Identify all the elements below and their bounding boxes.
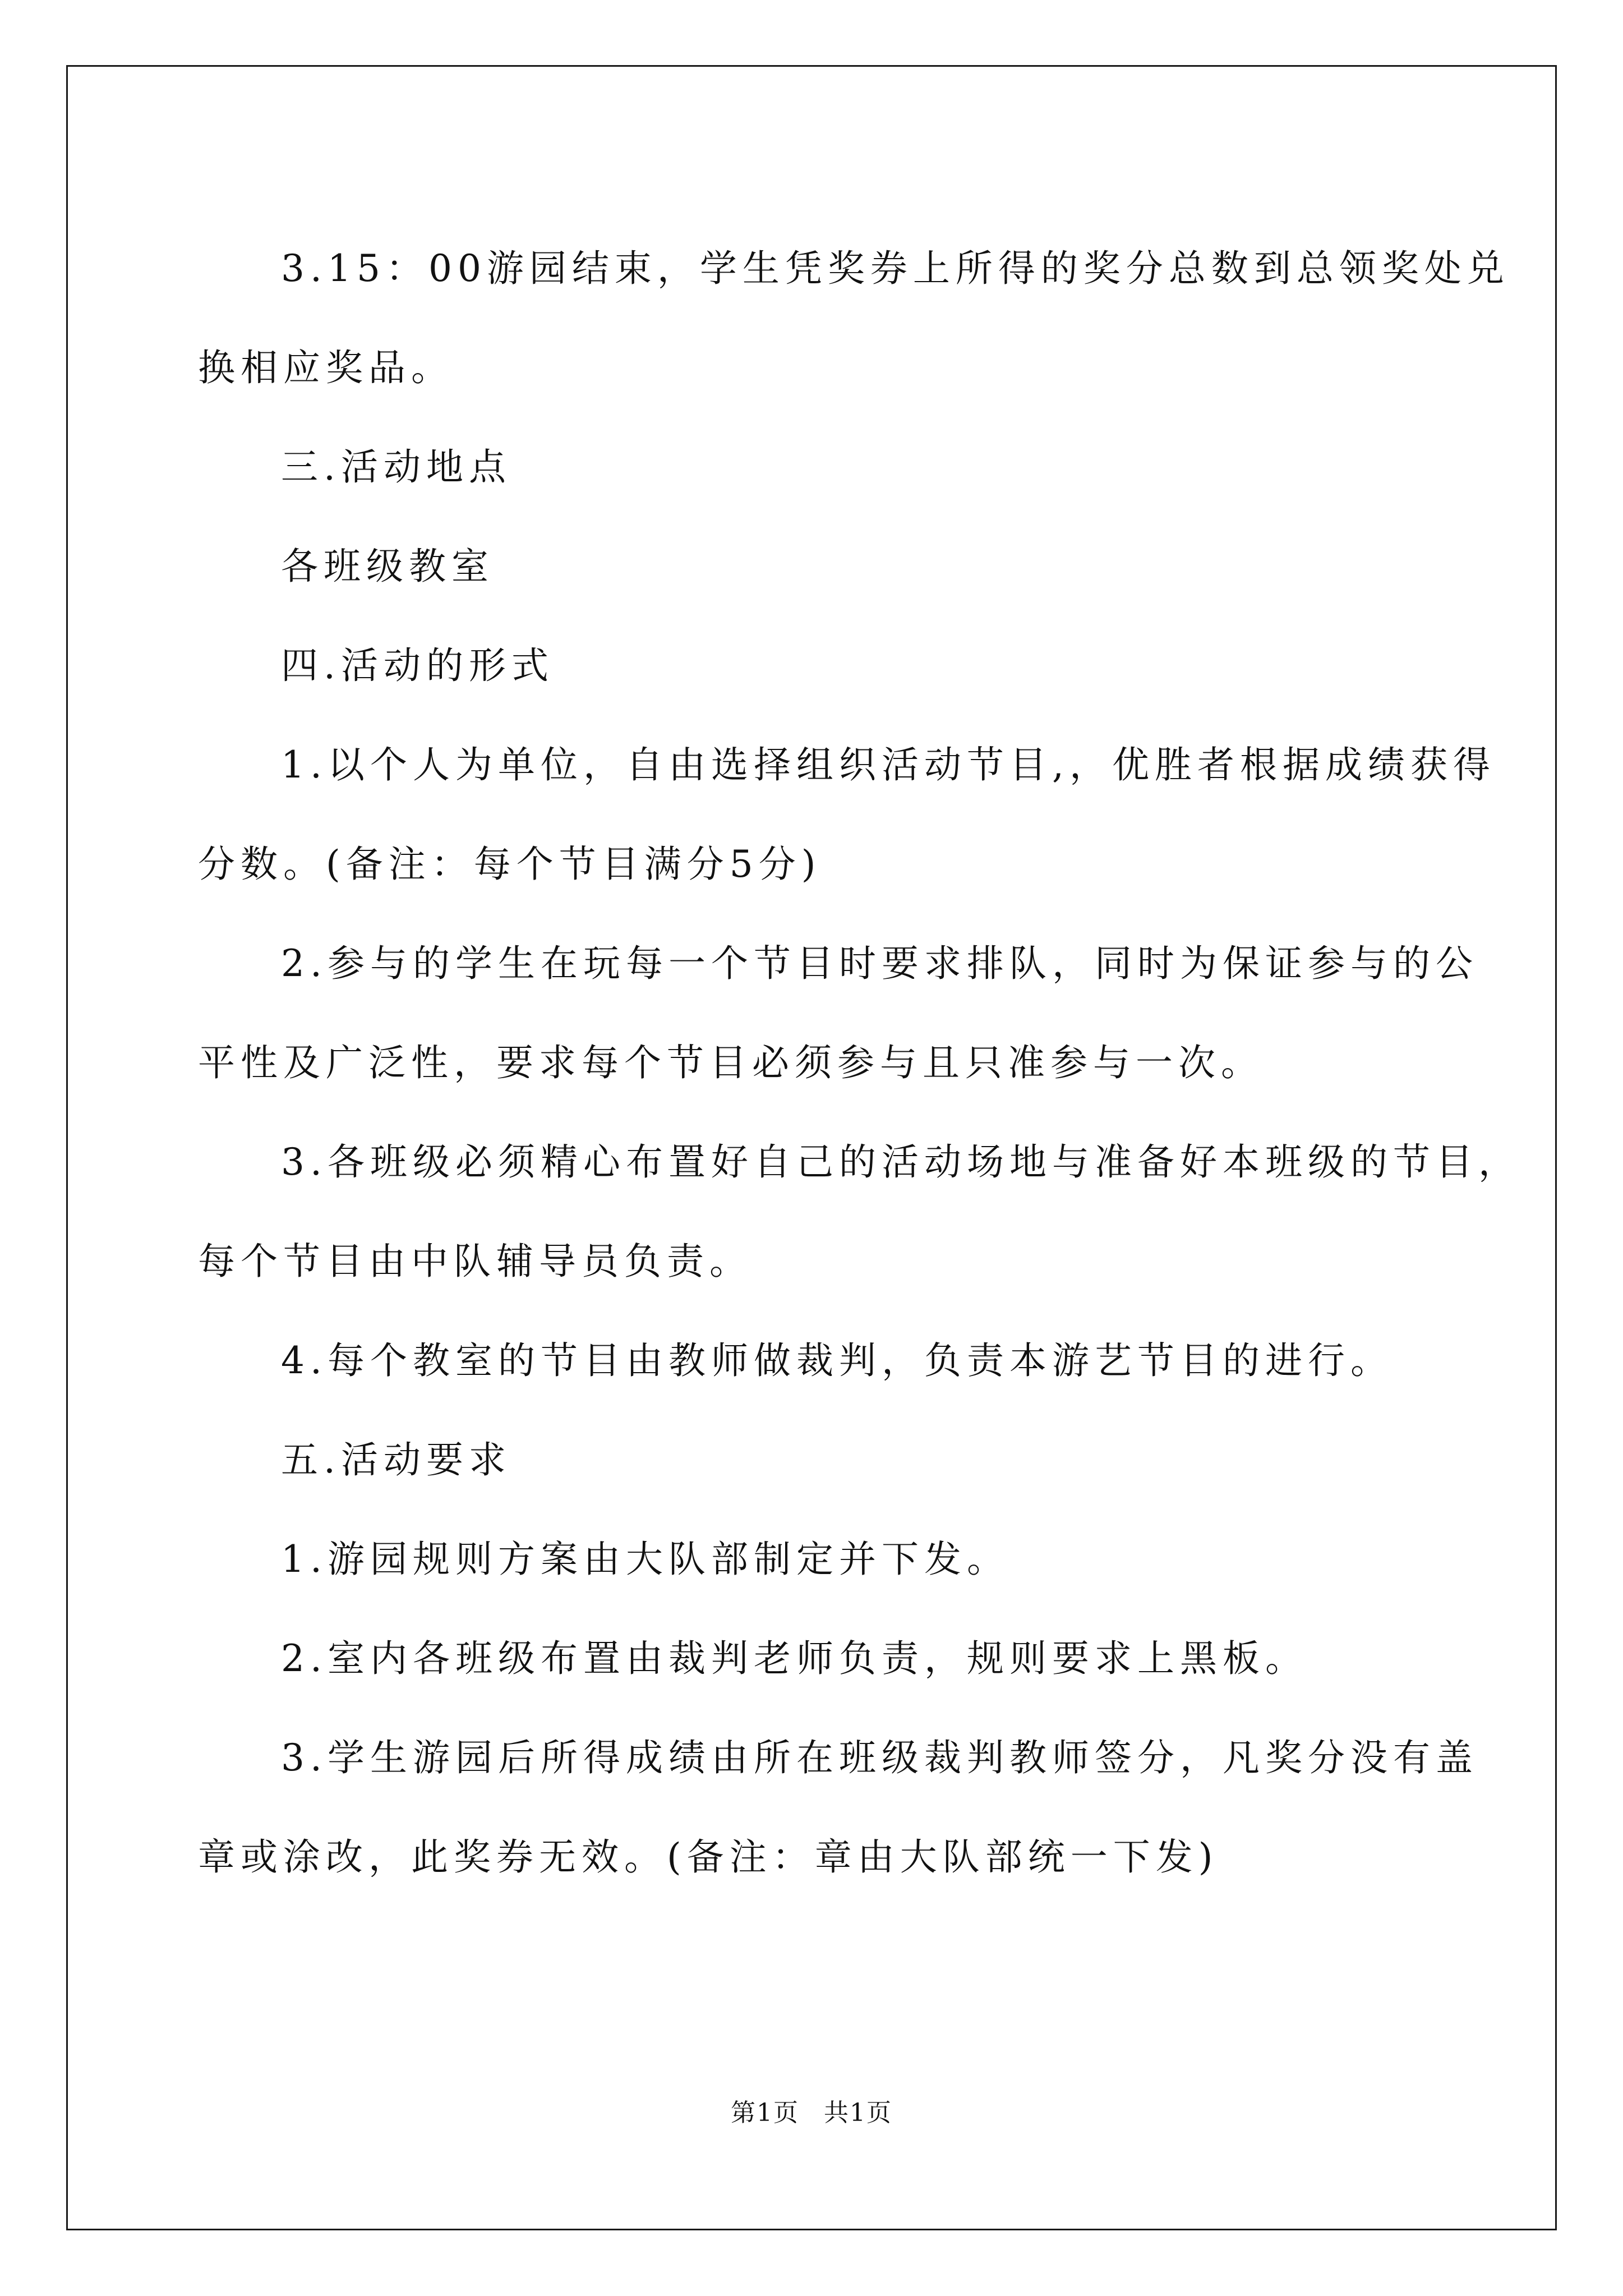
paragraph: 分数。(备注：每个节目满分5分) [198, 843, 822, 886]
section-heading: 三.活动地点 [281, 445, 511, 489]
page-number: 第1页 [731, 2099, 799, 2127]
paragraph: 3.15：00游园结束，学生凭奖券上所得的奖分总数到总领奖处兑 [281, 247, 1510, 290]
paragraph: 1.以个人为单位，自由选择组织活动节目,，优胜者根据成绩获得 [281, 743, 1496, 786]
paragraph: 3.学生游园后所得成绩由所在班级裁判教师签分，凡奖分没有盖 [281, 1736, 1478, 1779]
paragraph: 平性及广泛性，要求每个节目必须参与且只准参与一次。 [198, 1041, 1264, 1084]
document-body [198, 219, 1521, 1907]
page-footer [0, 2092, 1623, 2128]
paragraph: 3.各班级必须精心布置好自己的活动场地与准备好本班级的节目， [281, 1140, 1521, 1184]
paragraph: 每个节目由中队辅导员负责。 [198, 1240, 752, 1283]
paragraph: 换相应奖品。 [198, 346, 454, 389]
paragraph: 2.参与的学生在玩每一个节目时要求排队，同时为保证参与的公 [281, 942, 1478, 985]
page-total: 共1页 [824, 2099, 892, 2127]
section-heading: 四.活动的形式 [281, 644, 554, 687]
paragraph: 各班级教室 [281, 545, 494, 588]
paragraph: 4.每个教室的节目由教师做裁判，负责本游艺节目的进行。 [281, 1339, 1393, 1382]
paragraph: 2.室内各班级布置由裁判老师负责，规则要求上黑板。 [281, 1637, 1308, 1680]
section-heading: 五.活动要求 [281, 1438, 511, 1481]
paragraph: 1.游园规则方案由大队部制定并下发。 [281, 1538, 1009, 1581]
paragraph: 章或涂改，此奖券无效。(备注：章由大队部统一下发) [198, 1835, 1219, 1879]
